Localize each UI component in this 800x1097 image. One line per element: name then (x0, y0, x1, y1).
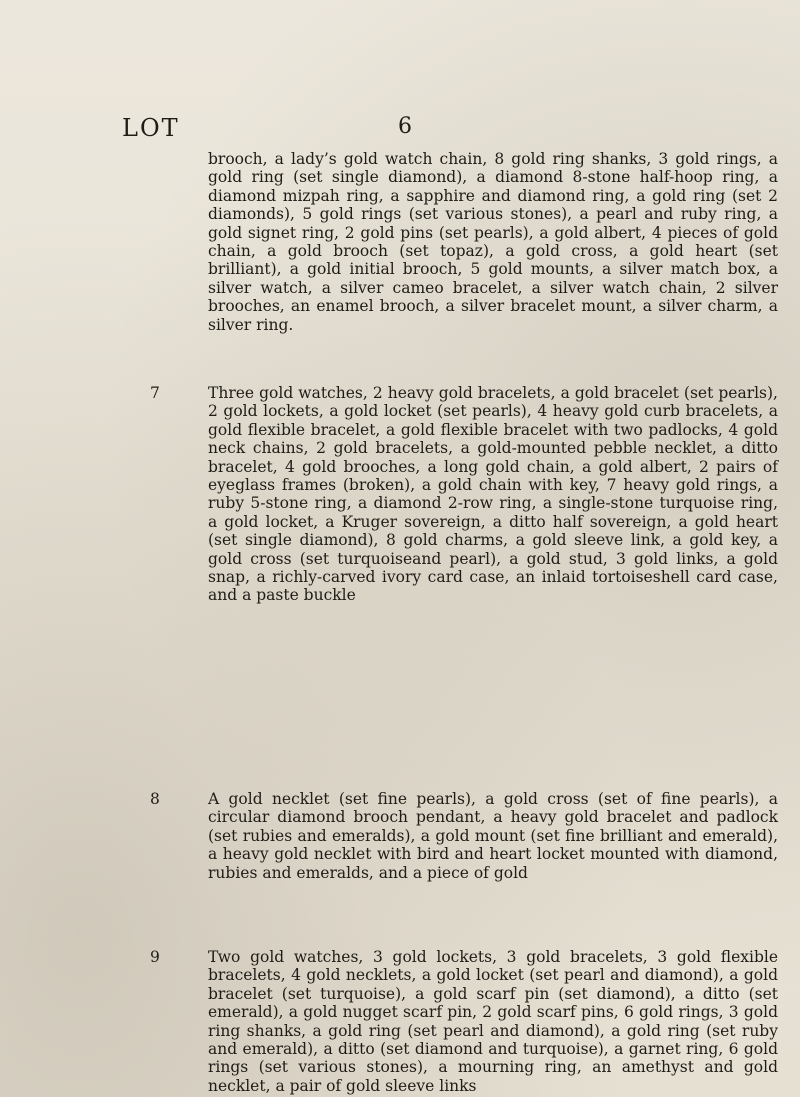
lot-text: brooch, a lady’s gold watch chain, 8 gold ring shanks, 3 gold rings, a gold ring (set single diamond), a diamond 8-stone half-hoop ring, a diamond mizpah ring, a sapphire and diamond ring, a gold ring (set 2 diamonds), 5 gold rings (set various stones), a pearl and ruby ring, a gold signet ring, 2 gold pins (set pearls), a gold albert, 4 pieces of gold chain, a gold brooch (set topaz), a gold cross, a gold heart (set brilliant), a gold initial brooch, 5 gold mounts, a silver match box, a silver watch, a silver cameo bracelet, a silver watch chain, 2 silver brooches, an enamel brooch, a silver bracelet mount, a silver charm, a silver ring. (208, 150, 778, 334)
lot-header: LOT (122, 114, 180, 142)
lot-number: 8 (150, 790, 160, 808)
lot-text: Two gold watches, 3 gold lockets, 3 gold bracelets, 3 gold flexible bracelets, 4 gold necklets, a gold locket (set pearl and diamond), a gold bracelet (set turquoise), a gold scarf pin (set diamond), a ditto (set emerald), a gold nugget scarf pin, 2 gold scarf pins, 6 gold rings, 3 gold ring shanks, a gold ring (set pearl and diamond), a gold ring (set ruby and emerald), a ditto (set diamond and turquoise), a garnet ring, 6 gold rings (set various stones), a mourning ring, an amethyst and gold necklet, a pair of gold sleeve links (208, 948, 778, 1095)
lot-entry (150, 384, 800, 605)
lot-number: 7 (150, 384, 160, 402)
lot-entry (150, 948, 800, 1095)
lot-entry (150, 790, 800, 882)
page-number: 6 (398, 114, 412, 139)
lot-text: A gold necklet (set fine pearls), a gold cross (set of fine pearls), a circular diamond brooch pendant, a heavy gold bracelet and padlock (set rubies and emeralds), a gold mount (set fine brilliant and emerald), a heavy gold necklet with bird and heart locket mounted with diamond, rubies and emeralds, and a piece of gold (208, 790, 778, 882)
lot-text: Three gold watches, 2 heavy gold bracelets, a gold bracelet (set pearls), 2 gold lockets, a gold locket (set pearls), 4 heavy gold curb bracelets, a gold flexible bracelet, a gold flexible bracelet with two padlocks, 4 gold neck chains, 2 gold bracelets, a gold-mounted pebble necklet, a ditto bracelet, 4 gold brooches, a long gold chain, a gold albert, 2 pairs of eyeglass frames (broken), a gold chain with key, 7 heavy gold rings, a ruby 5-stone ring, a diamond 2-row ring, a single-stone turquoise ring, a gold locket, a Kruger sovereign, a ditto half sovereign, a gold heart (set single diamond), 8 gold charms, a gold sleeve link, a gold key, a gold cross (set turquoiseand pearl), a gold stud, 3 gold links, a gold snap, a richly-carved ivory card case, an inlaid tortoiseshell card case, and a paste buckle (208, 384, 778, 605)
lot-continuation (150, 150, 800, 334)
lot-number: 9 (150, 948, 160, 966)
